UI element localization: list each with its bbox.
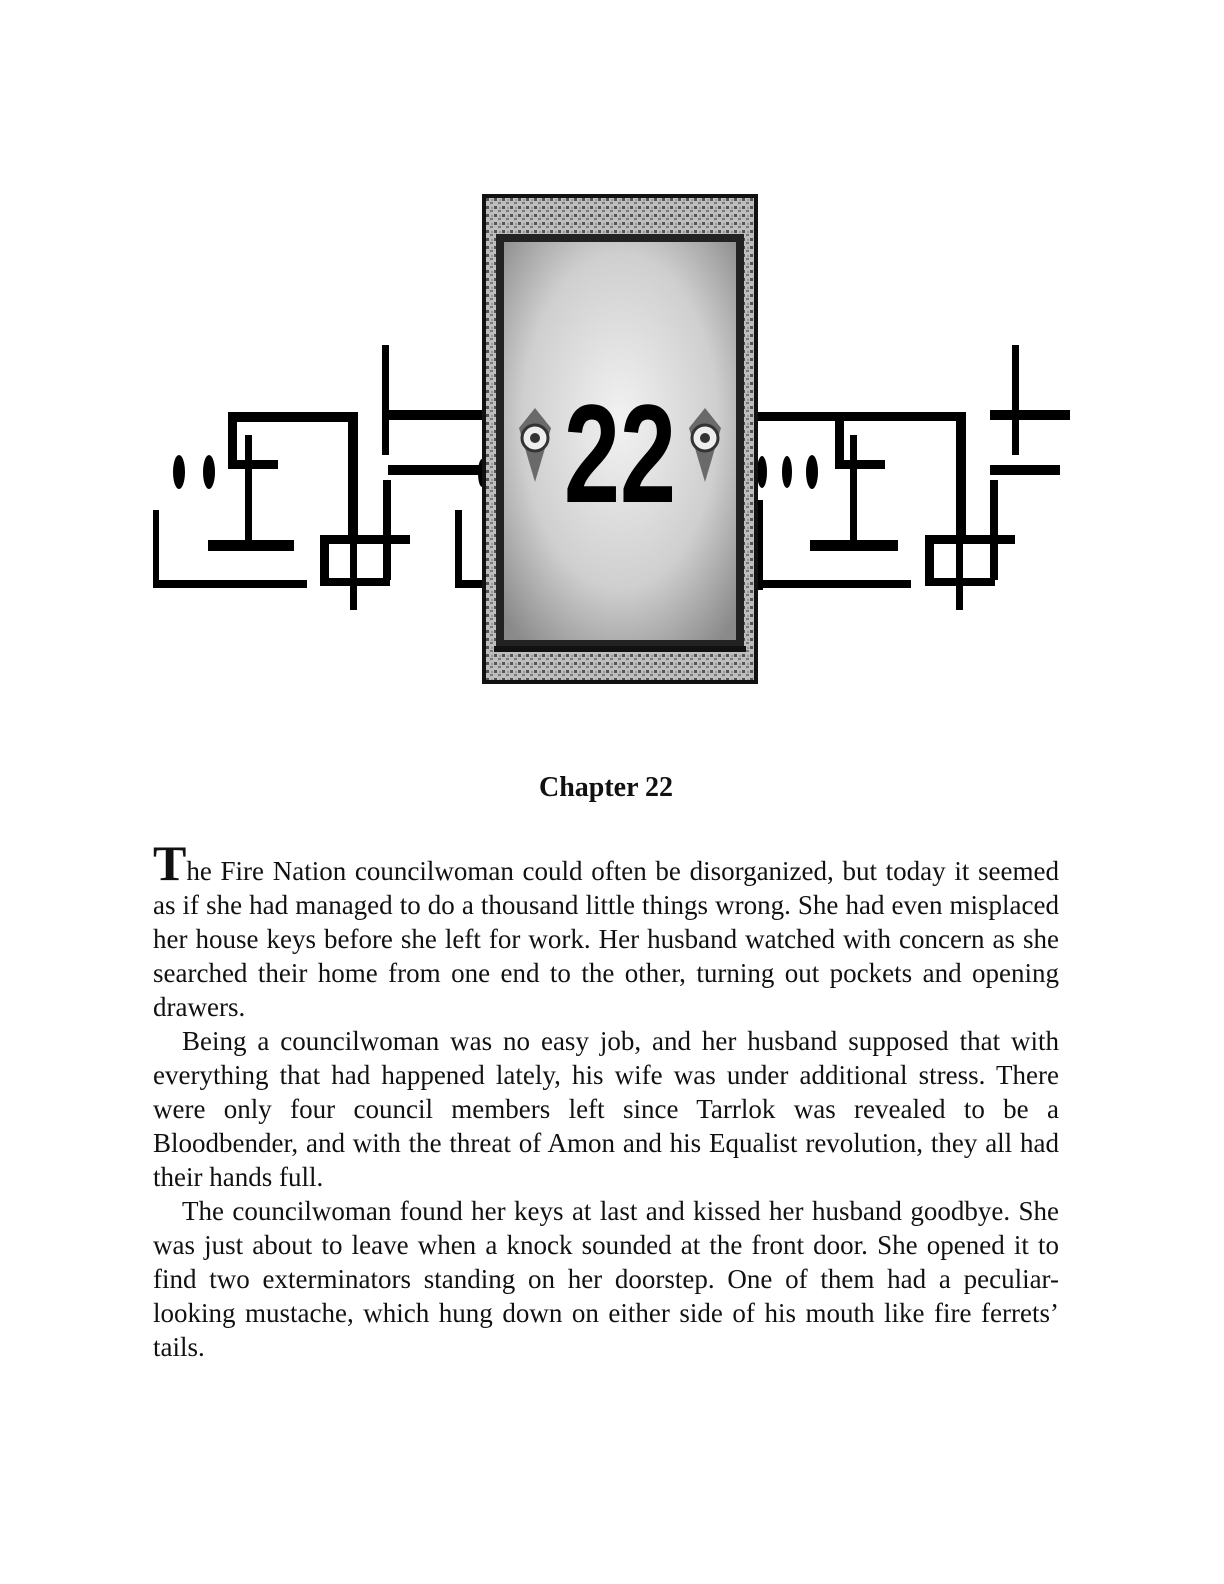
paragraph-3: The councilwoman found her keys at last and kissed her husband goodbye. She was just about to leave when a knock sounded at the front door. She opened it to find two exterminators standing on her doorstep. One of them had a peculiar-looking mustache, which hung down on either side of his mouth like fire ferrets’ tails. <box>153 1196 1059 1362</box>
chapter-ornament <box>150 190 1074 690</box>
chapter-body <box>153 835 1059 1364</box>
ornament-number: 22 <box>563 375 677 532</box>
paragraph-1 <box>153 835 1059 1024</box>
drop-cap: T <box>153 835 187 891</box>
right-key-ornament <box>756 345 1070 610</box>
number-plaque <box>484 196 756 682</box>
paragraph-1-text: he Fire Nation councilwoman could often be disorganized, but today it seemed as if she had managed to do a thousand little things wrong. She had even misplaced her house keys before she left for work. Her husband watched with concern as she searched their home from one end to the other, turning out pockets and opening drawers. <box>153 856 1059 1022</box>
chapter-title: Chapter 22 <box>538 772 674 803</box>
left-key-ornament <box>153 345 488 610</box>
paragraph-2: Being a councilwoman was no easy job, and her husband supposed that with everything that had happened lately, his wife was under additional stress. There were only four council members left since Tarrlok was revealed to be a Bloodbender, and with the threat of Amon and his Equalist revolution, they all had their hands full. <box>153 1026 1059 1192</box>
